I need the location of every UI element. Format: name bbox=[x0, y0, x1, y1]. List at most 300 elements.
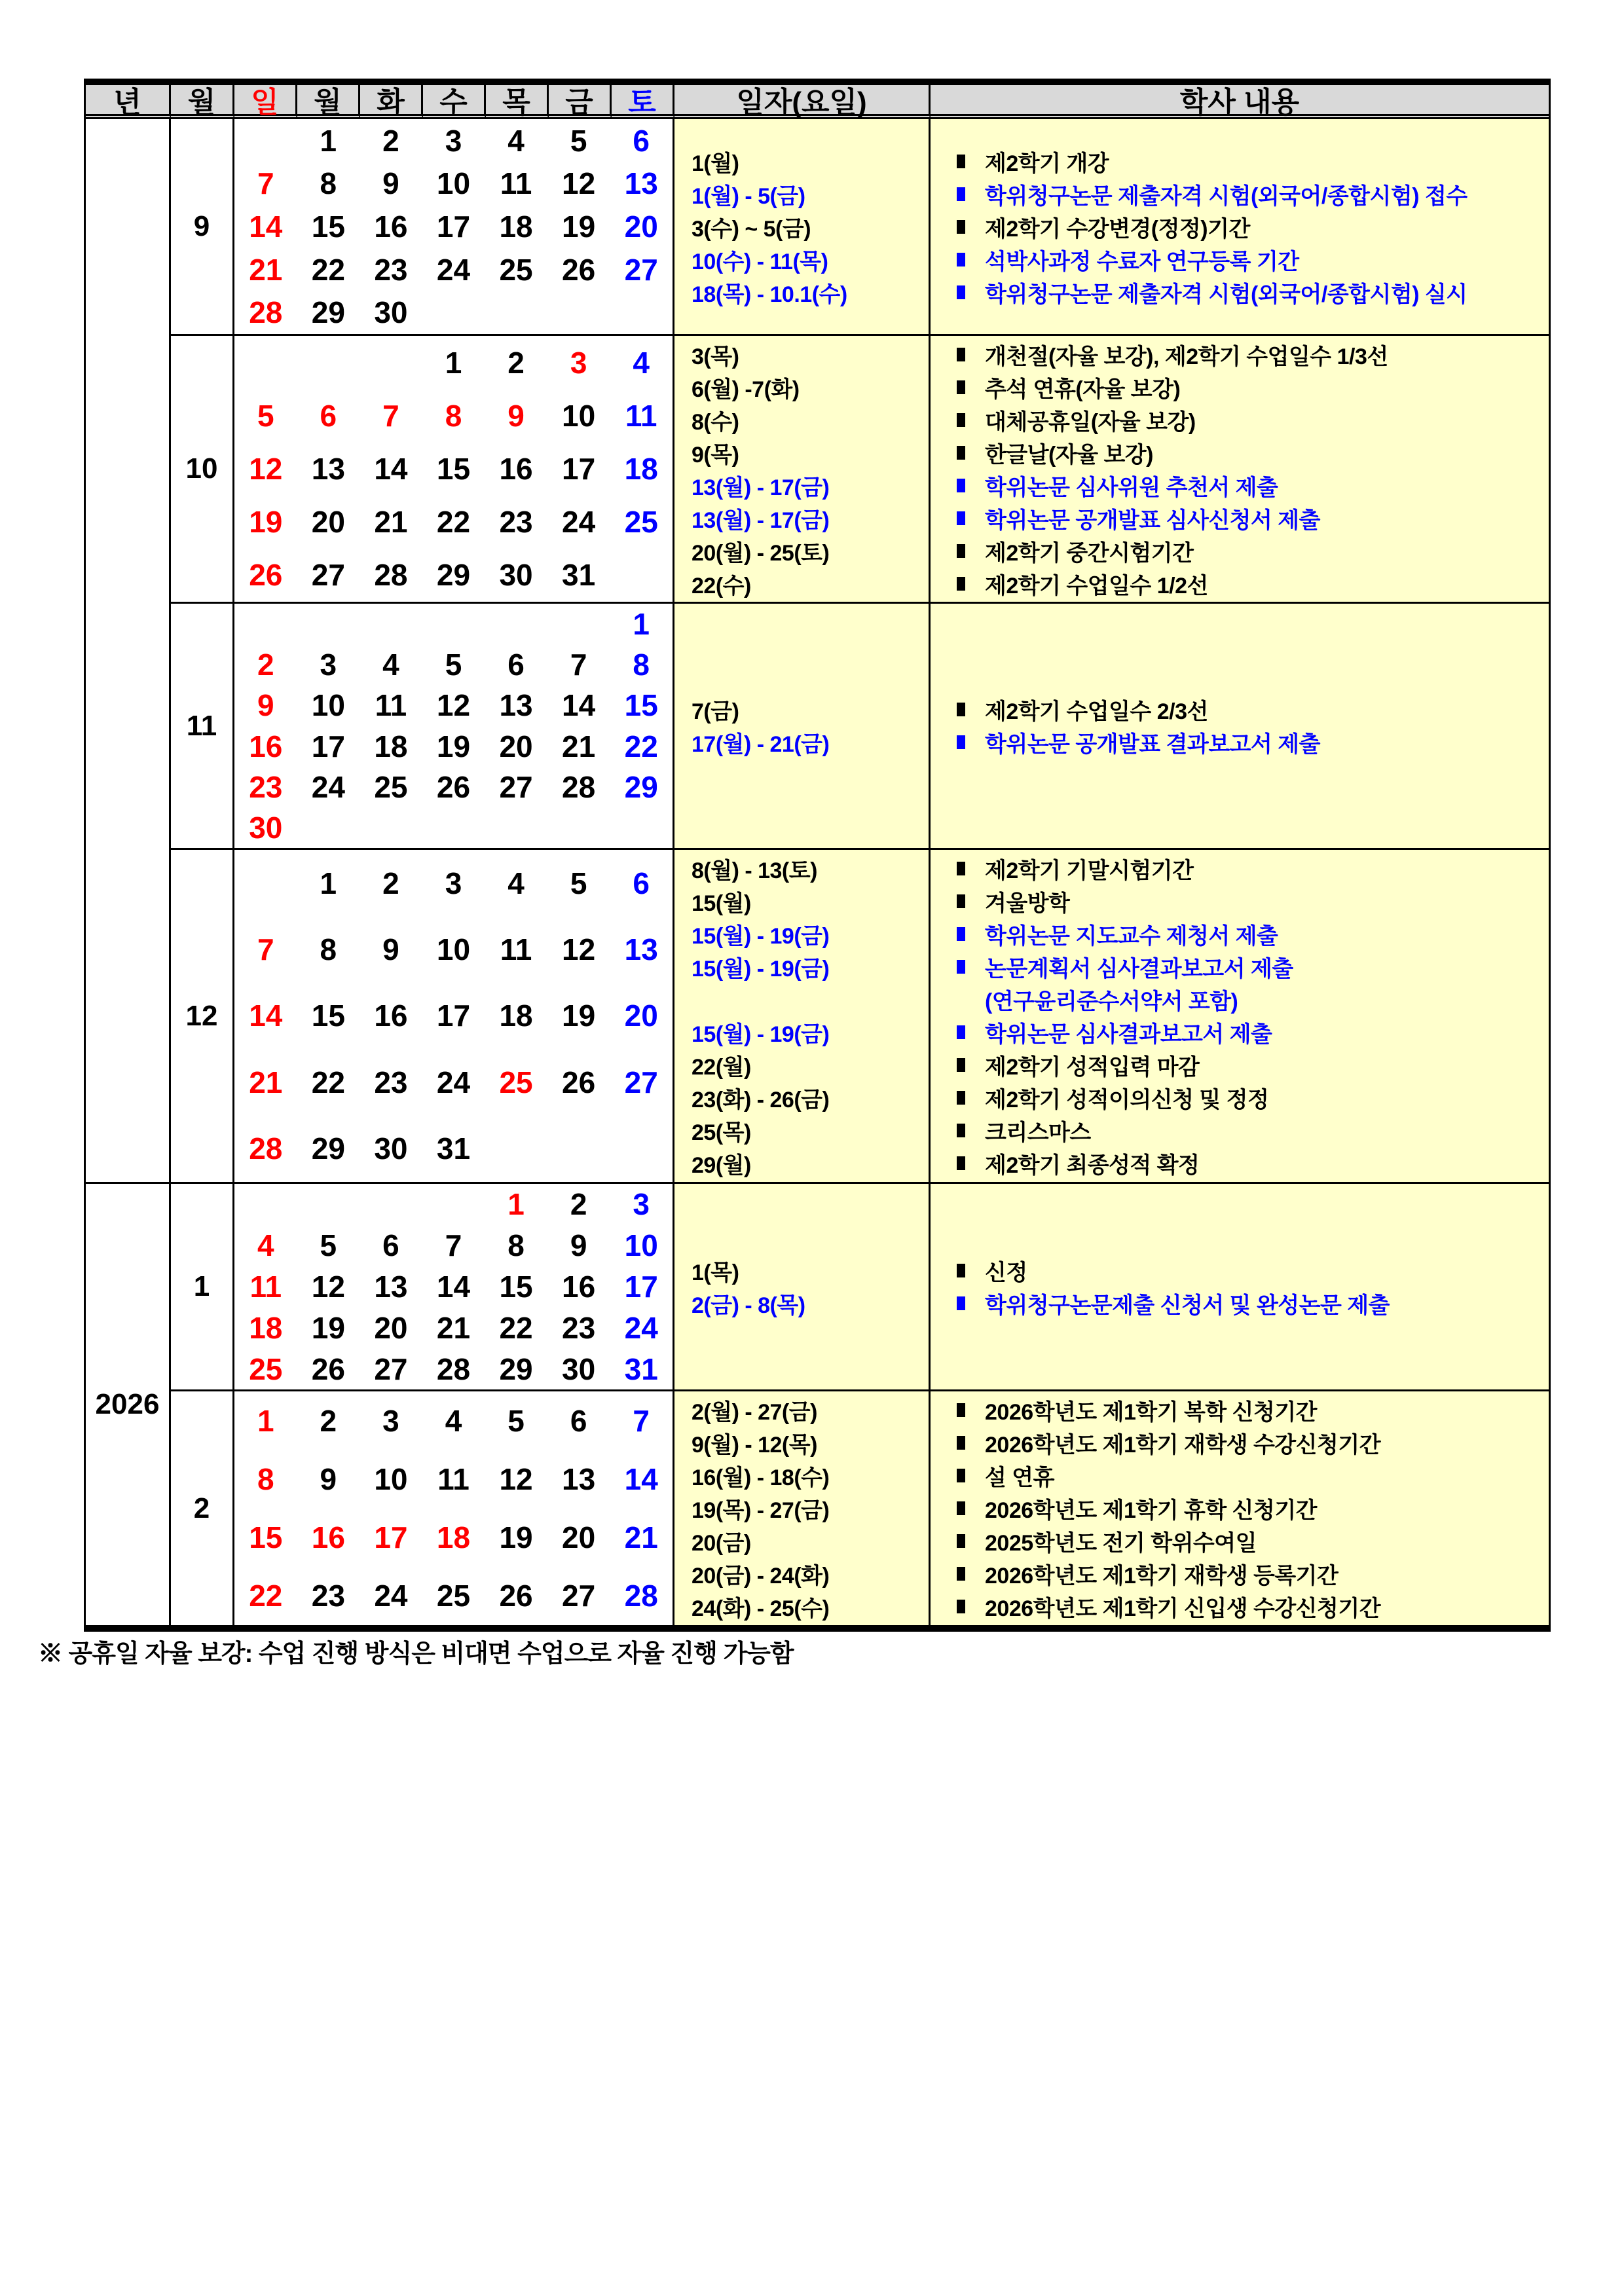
event-line bbox=[957, 1049, 1549, 1082]
calendar-day: 30 bbox=[249, 810, 283, 845]
calendar-day: 2 bbox=[570, 1187, 587, 1222]
calendar-day: 24 bbox=[436, 1065, 471, 1099]
event-date: 15(월) bbox=[692, 891, 751, 916]
event-line bbox=[957, 436, 1549, 469]
week-grid bbox=[234, 119, 673, 334]
event-text: 학위논문 심사결과보고서 제출 bbox=[985, 1022, 1272, 1047]
bullet-icon bbox=[957, 285, 965, 299]
event-line bbox=[957, 145, 1549, 177]
calendar-day: 4 bbox=[445, 1403, 462, 1438]
calendar-day: 7 bbox=[445, 1228, 462, 1263]
calendar-day: 29 bbox=[311, 295, 345, 330]
calendar-day: 4 bbox=[633, 345, 650, 380]
event-text: (연구윤리준수서약서 포함) bbox=[985, 989, 1238, 1014]
event-text: 학위청구논문 제출자격 시험(외국어/종합시험) 실시 bbox=[985, 282, 1467, 307]
event-date: 2(금) - 8(목) bbox=[692, 1293, 805, 1318]
calendar-day: 28 bbox=[249, 1131, 283, 1166]
calendar-day: 26 bbox=[311, 1351, 345, 1386]
header-day-sat: 토 bbox=[612, 85, 674, 119]
calendar-day: 14 bbox=[249, 999, 283, 1033]
header-year: 년 bbox=[86, 85, 171, 119]
bullet-icon bbox=[957, 1091, 965, 1105]
week-grid bbox=[234, 604, 673, 848]
calendar-day: 13 bbox=[624, 932, 658, 967]
calendar-day: 31 bbox=[624, 1351, 658, 1386]
calendar-day: 6 bbox=[633, 123, 650, 158]
calendar-day: 29 bbox=[499, 1351, 533, 1386]
calendar-day: 26 bbox=[562, 1065, 596, 1099]
bullet-icon bbox=[957, 253, 965, 266]
calendar-day: 10 bbox=[436, 932, 471, 967]
calendar-day: 13 bbox=[624, 166, 658, 201]
calendar-day: 4 bbox=[382, 648, 399, 682]
calendar-day: 16 bbox=[249, 729, 283, 763]
bullet-icon bbox=[957, 894, 965, 908]
calendar-day: 21 bbox=[436, 1310, 471, 1345]
event-date: 8(월) - 13(토) bbox=[692, 858, 817, 883]
calendar-day: 6 bbox=[382, 1228, 399, 1263]
bullet-icon bbox=[957, 155, 965, 168]
event-line bbox=[957, 1016, 1549, 1049]
calendar-day: 27 bbox=[374, 1351, 408, 1386]
calendar-day: 3 bbox=[445, 866, 462, 900]
calendar-day: 12 bbox=[562, 932, 596, 967]
event-line bbox=[957, 1147, 1549, 1180]
event-date: 7(금) bbox=[692, 699, 739, 724]
calendar-day: 2 bbox=[320, 1403, 337, 1438]
header-day-fri: 금 bbox=[549, 85, 612, 119]
calendar-day: 18 bbox=[374, 729, 408, 763]
event-date: 3(수) ~ 5(금) bbox=[692, 216, 811, 242]
bullet-icon bbox=[957, 1600, 965, 1613]
event-date: 15(월) - 19(금) bbox=[692, 924, 830, 949]
calendar-day: 6 bbox=[320, 398, 337, 433]
calendar-day: 19 bbox=[562, 209, 596, 244]
calendar-day: 28 bbox=[562, 769, 596, 804]
event-text: 제2학기 기말시험기간 bbox=[985, 858, 1194, 883]
calendar-day: 16 bbox=[311, 1520, 345, 1555]
calendar-day: 7 bbox=[382, 398, 399, 433]
event-date bbox=[692, 983, 929, 1016]
event-text: 2026학년도 제1학기 재학생 수강신청기간 bbox=[985, 1433, 1381, 1458]
header-content-col: 학사 내용 bbox=[931, 85, 1549, 119]
calendar-day: 19 bbox=[562, 999, 596, 1033]
event-line bbox=[957, 1427, 1549, 1460]
event-text: 제2학기 수강변경(정정)기간 bbox=[985, 216, 1250, 242]
bullet-icon bbox=[957, 380, 965, 394]
calendar-day: 9 bbox=[257, 688, 274, 723]
event-line bbox=[957, 177, 1549, 210]
month-day-grid bbox=[234, 604, 674, 850]
calendar-day: 17 bbox=[436, 999, 471, 1033]
calendar-day: 21 bbox=[249, 252, 283, 287]
event-date: 25(목) bbox=[692, 1120, 751, 1145]
calendar-day: 20 bbox=[562, 1520, 596, 1555]
calendar-day: 14 bbox=[436, 1269, 471, 1304]
event-text: 학위논문 지도교수 제청서 제출 bbox=[985, 924, 1278, 949]
calendar-day: 22 bbox=[499, 1310, 533, 1345]
event-date: 19(목) - 27(금) bbox=[692, 1498, 830, 1523]
calendar-day: 9 bbox=[382, 166, 399, 201]
calendar-day: 14 bbox=[249, 209, 283, 244]
calendar-day: 4 bbox=[257, 1228, 274, 1263]
calendar-day: 5 bbox=[320, 1228, 337, 1263]
event-list bbox=[931, 119, 1549, 336]
calendar-day: 28 bbox=[624, 1579, 658, 1613]
week-grid bbox=[234, 336, 673, 602]
event-date: 20(금) bbox=[692, 1531, 751, 1556]
calendar-day: 22 bbox=[311, 252, 345, 287]
bullet-icon bbox=[957, 1296, 965, 1310]
bullet-icon bbox=[957, 544, 965, 558]
calendar-day: 23 bbox=[374, 252, 408, 287]
event-text: 겨울방학 bbox=[985, 891, 1070, 916]
calendar-day: 13 bbox=[499, 688, 533, 723]
bullet-icon bbox=[957, 413, 965, 427]
event-date: 18(목) - 10.1(수) bbox=[692, 282, 847, 307]
calendar-day: 31 bbox=[562, 558, 596, 593]
calendar-day: 7 bbox=[633, 1403, 650, 1438]
calendar-day: 2 bbox=[257, 648, 274, 682]
bullet-icon bbox=[957, 511, 965, 525]
calendar-day: 19 bbox=[249, 505, 283, 540]
calendar-day: 2 bbox=[382, 866, 399, 900]
bullet-icon bbox=[957, 577, 965, 591]
event-date: 16(월) - 18(수) bbox=[692, 1465, 830, 1490]
event-line bbox=[957, 1082, 1549, 1114]
event-text: 제2학기 수업일수 2/3선 bbox=[985, 699, 1208, 724]
bullet-icon bbox=[957, 479, 965, 492]
calendar-day: 17 bbox=[436, 209, 471, 244]
event-line bbox=[957, 534, 1549, 567]
event-date: 9(월) - 12(목) bbox=[692, 1433, 817, 1458]
calendar-day: 20 bbox=[624, 999, 658, 1033]
bullet-icon bbox=[957, 703, 965, 716]
week-grid bbox=[234, 1391, 673, 1625]
month-day-grid bbox=[234, 119, 674, 336]
calendar-day: 31 bbox=[436, 1131, 471, 1166]
calendar-day: 6 bbox=[633, 866, 650, 900]
calendar-day: 23 bbox=[311, 1579, 345, 1613]
calendar-day: 18 bbox=[499, 209, 533, 244]
calendar-day: 7 bbox=[257, 166, 274, 201]
bullet-icon bbox=[957, 735, 965, 749]
calendar-day: 8 bbox=[320, 932, 337, 967]
calendar-day: 23 bbox=[499, 505, 533, 540]
calendar-day: 4 bbox=[507, 123, 525, 158]
calendar-day: 12 bbox=[436, 688, 471, 723]
date-list bbox=[674, 1391, 931, 1625]
bullet-icon bbox=[957, 1264, 965, 1277]
header-day-sun: 일 bbox=[234, 85, 297, 119]
event-line bbox=[957, 1394, 1549, 1427]
header-day-wed: 수 bbox=[423, 85, 486, 119]
event-text: 제2학기 개강 bbox=[985, 151, 1109, 176]
event-text: 석박사과정 수료자 연구등록 기간 bbox=[985, 249, 1299, 274]
calendar-day: 18 bbox=[499, 999, 533, 1033]
calendar-day: 26 bbox=[562, 252, 596, 287]
calendar-day: 27 bbox=[624, 252, 658, 287]
bullet-icon bbox=[957, 446, 965, 460]
event-date: 20(월) - 25(토) bbox=[692, 540, 830, 566]
event-text: 제2학기 성적입력 마감 bbox=[985, 1055, 1200, 1080]
event-date: 13(월) - 17(금) bbox=[692, 507, 830, 533]
bullet-icon bbox=[957, 1534, 965, 1548]
event-date: 10(수) - 11(목) bbox=[692, 249, 828, 274]
week-grid bbox=[234, 1184, 673, 1389]
month-day-grid bbox=[234, 1184, 674, 1391]
event-line bbox=[957, 885, 1549, 918]
date-list bbox=[674, 850, 931, 1184]
bullet-icon bbox=[957, 862, 965, 875]
calendar-day: 10 bbox=[624, 1228, 658, 1263]
calendar-day: 21 bbox=[249, 1065, 283, 1099]
calendar-day: 11 bbox=[375, 688, 407, 723]
event-line bbox=[957, 853, 1549, 885]
calendar-day: 17 bbox=[624, 1269, 658, 1304]
header-month: 월 bbox=[171, 85, 234, 119]
event-list bbox=[931, 1184, 1549, 1391]
event-line bbox=[957, 951, 1549, 983]
calendar-day: 15 bbox=[499, 1269, 533, 1304]
event-text: 학위논문 공개발표 결과보고서 제출 bbox=[985, 732, 1320, 757]
footnote: ※ 공휴일 자율 보강: 수업 진행 방식은 비대면 수업으로 자율 진행 가능함 bbox=[38, 1640, 794, 1668]
calendar-day: 20 bbox=[499, 729, 533, 763]
calendar-day: 3 bbox=[570, 345, 587, 380]
calendar-day: 22 bbox=[311, 1065, 345, 1099]
calendar-day: 5 bbox=[570, 866, 587, 900]
bullet-icon bbox=[957, 1501, 965, 1515]
calendar-day: 28 bbox=[374, 558, 408, 593]
year-cell-2026: 2026 bbox=[86, 1184, 171, 1625]
date-list bbox=[674, 1184, 931, 1391]
calendar-day: 17 bbox=[311, 729, 345, 763]
calendar-day: 18 bbox=[624, 451, 658, 486]
event-line bbox=[957, 210, 1549, 243]
event-date: 15(월) - 19(금) bbox=[692, 1022, 830, 1047]
bullet-icon bbox=[957, 1025, 965, 1039]
calendar-day: 20 bbox=[624, 209, 658, 244]
calendar-day: 27 bbox=[562, 1579, 596, 1613]
calendar-day: 30 bbox=[562, 1351, 596, 1386]
month-day-grid bbox=[234, 1391, 674, 1625]
calendar-day: 16 bbox=[374, 999, 408, 1033]
calendar-day: 14 bbox=[562, 688, 596, 723]
event-line bbox=[957, 567, 1549, 600]
bullet-icon bbox=[957, 1567, 965, 1581]
calendar-day: 3 bbox=[445, 123, 462, 158]
calendar-day: 25 bbox=[499, 1065, 533, 1099]
event-line bbox=[957, 502, 1549, 534]
date-list bbox=[674, 604, 931, 850]
header-day-thu: 목 bbox=[486, 85, 549, 119]
event-line bbox=[957, 1287, 1549, 1319]
event-date: 3(목) bbox=[692, 344, 739, 369]
calendar-day: 26 bbox=[249, 558, 283, 593]
calendar-day: 24 bbox=[311, 769, 345, 804]
calendar-day: 5 bbox=[507, 1403, 525, 1438]
event-date: 2(월) - 27(금) bbox=[692, 1400, 817, 1425]
calendar-day: 18 bbox=[249, 1310, 283, 1345]
event-date: 24(화) - 25(수) bbox=[692, 1596, 830, 1621]
calendar-day: 29 bbox=[624, 769, 658, 804]
calendar-day: 25 bbox=[436, 1579, 471, 1613]
calendar-day: 17 bbox=[374, 1520, 408, 1555]
calendar-day: 21 bbox=[562, 729, 596, 763]
calendar-day: 15 bbox=[624, 688, 658, 723]
calendar-day: 21 bbox=[624, 1520, 658, 1555]
calendar-day: 5 bbox=[257, 398, 274, 433]
event-line bbox=[957, 693, 1549, 726]
calendar-day: 15 bbox=[249, 1520, 283, 1555]
calendar-day: 24 bbox=[624, 1310, 658, 1345]
calendar-day: 29 bbox=[311, 1131, 345, 1166]
event-line bbox=[957, 338, 1549, 371]
calendar-day: 30 bbox=[499, 558, 533, 593]
month-label: 11 bbox=[171, 604, 234, 850]
calendar-day: 8 bbox=[320, 166, 337, 201]
bullet-icon bbox=[957, 1403, 965, 1417]
calendar-day: 2 bbox=[382, 123, 399, 158]
calendar-day: 11 bbox=[625, 398, 657, 433]
event-list bbox=[931, 850, 1549, 1184]
calendar-day: 1 bbox=[507, 1187, 525, 1222]
event-line bbox=[957, 1254, 1549, 1287]
calendar-day: 23 bbox=[374, 1065, 408, 1099]
calendar-day: 12 bbox=[311, 1269, 345, 1304]
calendar-day: 14 bbox=[374, 451, 408, 486]
calendar-day: 1 bbox=[320, 123, 337, 158]
event-line bbox=[957, 1558, 1549, 1590]
year-cell-2025 bbox=[86, 119, 171, 1184]
event-date: 15(월) - 19(금) bbox=[692, 957, 830, 982]
calendar-day: 28 bbox=[249, 295, 283, 330]
calendar-day: 20 bbox=[374, 1310, 408, 1345]
event-text: 제2학기 최종성적 확정 bbox=[985, 1153, 1200, 1178]
calendar-day: 13 bbox=[311, 451, 345, 486]
calendar-day: 21 bbox=[374, 505, 408, 540]
calendar-day: 1 bbox=[633, 607, 650, 642]
bullet-icon bbox=[957, 1156, 965, 1170]
calendar-day: 19 bbox=[436, 729, 471, 763]
event-date: 20(금) - 24(화) bbox=[692, 1564, 830, 1588]
event-text: 2025학년도 전기 학위수여일 bbox=[985, 1531, 1257, 1556]
event-date: 22(수) bbox=[692, 573, 751, 598]
calendar-day: 15 bbox=[311, 999, 345, 1033]
calendar-day: 25 bbox=[624, 505, 658, 540]
event-line bbox=[957, 276, 1549, 308]
event-line bbox=[957, 371, 1549, 403]
month-label: 1 bbox=[171, 1184, 234, 1391]
calendar-day: 22 bbox=[249, 1579, 283, 1613]
event-date: 1(월) bbox=[692, 151, 739, 176]
calendar-day: 9 bbox=[570, 1228, 587, 1263]
calendar-day: 9 bbox=[507, 398, 525, 433]
event-line bbox=[957, 918, 1549, 951]
event-date: 22(월) bbox=[692, 1055, 751, 1080]
calendar-day: 27 bbox=[311, 558, 345, 593]
calendar-day: 10 bbox=[311, 688, 345, 723]
calendar-day: 29 bbox=[436, 558, 471, 593]
calendar-day: 14 bbox=[624, 1461, 658, 1496]
event-line bbox=[957, 983, 1549, 1016]
calendar-day: 7 bbox=[570, 648, 587, 682]
calendar-day: 22 bbox=[624, 729, 658, 763]
calendar-day: 16 bbox=[499, 451, 533, 486]
event-line bbox=[957, 1525, 1549, 1558]
event-line bbox=[957, 1590, 1549, 1623]
calendar-day: 25 bbox=[249, 1351, 283, 1386]
bullet-icon bbox=[957, 348, 965, 361]
week-grid bbox=[234, 850, 673, 1182]
calendar-day: 9 bbox=[320, 1461, 337, 1496]
event-date: 1(월) - 5(금) bbox=[692, 183, 805, 209]
bullet-icon bbox=[957, 220, 965, 234]
event-date: 17(월) - 21(금) bbox=[692, 732, 830, 757]
month-label: 12 bbox=[171, 850, 234, 1184]
calendar-day: 5 bbox=[570, 123, 587, 158]
calendar-day: 24 bbox=[436, 252, 471, 287]
calendar-day: 3 bbox=[382, 1403, 399, 1438]
event-date: 13(월) - 17(금) bbox=[692, 475, 830, 500]
bullet-icon bbox=[957, 1058, 965, 1072]
calendar-day: 25 bbox=[374, 769, 408, 804]
calendar-day: 11 bbox=[437, 1461, 470, 1496]
bullet-icon bbox=[957, 1436, 965, 1450]
calendar-day: 8 bbox=[507, 1228, 525, 1263]
calendar-day: 5 bbox=[445, 648, 462, 682]
event-line bbox=[957, 1114, 1549, 1147]
date-list bbox=[674, 336, 931, 604]
bullet-icon bbox=[957, 1124, 965, 1137]
bullet-icon bbox=[957, 960, 965, 974]
event-text: 한글날(자율 보강) bbox=[985, 442, 1153, 468]
calendar-day: 18 bbox=[436, 1520, 471, 1555]
event-list bbox=[931, 604, 1549, 850]
calendar-day: 4 bbox=[507, 866, 525, 900]
calendar-day: 25 bbox=[499, 252, 533, 287]
event-text: 2026학년도 제1학기 신입생 수강신청기간 bbox=[985, 1596, 1381, 1621]
header-day-mon: 월 bbox=[297, 85, 360, 119]
calendar-day: 27 bbox=[499, 769, 533, 804]
date-list bbox=[674, 119, 931, 336]
event-line bbox=[957, 469, 1549, 502]
calendar-day: 10 bbox=[436, 166, 471, 201]
event-text: 학위논문 공개발표 심사신청서 제출 bbox=[985, 507, 1320, 533]
header-day-tue: 화 bbox=[360, 85, 423, 119]
calendar-day: 12 bbox=[562, 166, 596, 201]
event-date: 8(수) bbox=[692, 409, 739, 435]
calendar-day: 15 bbox=[311, 209, 345, 244]
event-text: 학위청구논문 제출자격 시험(외국어/종합시험) 접수 bbox=[985, 183, 1467, 209]
calendar-day: 3 bbox=[633, 1187, 650, 1222]
calendar-day: 3 bbox=[320, 648, 337, 682]
calendar-day: 10 bbox=[374, 1461, 408, 1496]
calendar-day: 1 bbox=[257, 1403, 274, 1438]
event-text: 설 연휴 bbox=[985, 1465, 1054, 1490]
calendar-day: 2 bbox=[507, 345, 525, 380]
event-text: 대체공휴일(자율 보강) bbox=[985, 409, 1196, 435]
event-list bbox=[931, 1391, 1549, 1625]
calendar-day: 16 bbox=[374, 209, 408, 244]
event-text: 학위청구논문제출 신청서 및 완성논문 제출 bbox=[985, 1293, 1390, 1318]
month-day-grid bbox=[234, 850, 674, 1184]
calendar-day: 8 bbox=[445, 398, 462, 433]
calendar-day: 19 bbox=[499, 1520, 533, 1555]
month-label: 2 bbox=[171, 1391, 234, 1625]
calendar-day: 28 bbox=[436, 1351, 471, 1386]
event-text: 논문계획서 심사결과보고서 제출 bbox=[985, 957, 1293, 982]
